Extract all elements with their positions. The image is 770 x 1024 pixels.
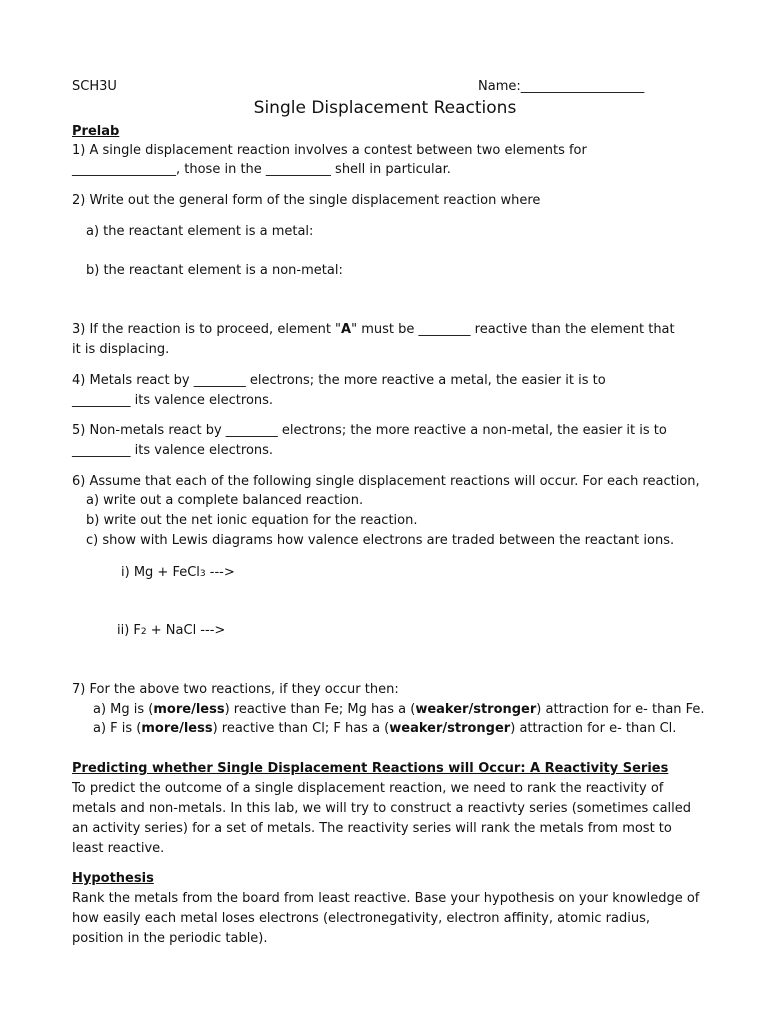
- q7b-text-1: a) F is (: [93, 721, 142, 736]
- question-5-line-2: _________ its valence electrons.: [72, 443, 274, 458]
- course-code: SCH3U: [72, 79, 117, 94]
- question-3-text-b: " must be ________ reactive than the element that: [351, 322, 675, 337]
- reaction-ii-rest: + NaCl --->: [146, 623, 226, 638]
- question-7: 7) For the above two reactions, if they occur then:: [72, 682, 399, 697]
- question-1-line-2: ________________, those in the __________ shell in particular.: [72, 162, 451, 177]
- hypothesis-heading: Hypothesis: [72, 871, 154, 886]
- reactivity-line-4: least reactive.: [72, 841, 165, 856]
- hypothesis-line-1: Rank the metals from the board from least reactive. Base your hypothesis on your knowledge of: [72, 891, 700, 906]
- q7b-choice-2: weaker/stronger: [389, 721, 511, 736]
- q7b-text-3: ) attraction for e- than Cl.: [510, 721, 677, 736]
- element-a-label: A: [341, 322, 352, 337]
- q7b-text-2: ) reactive than Cl; F has a (: [212, 721, 390, 736]
- q7a-text-2: ) reactive than Fe; Mg has a (: [224, 702, 416, 717]
- name-field-label: Name:___________________: [478, 79, 645, 94]
- question-7b: [93, 719, 676, 738]
- q7a-text-1: a) Mg is (: [93, 702, 154, 717]
- reactivity-line-1: To predict the outcome of a single displacement reaction, we need to rank the reactivity of: [72, 781, 664, 796]
- reactivity-line-3: an activity series) for a set of metals. The reactivity series will rank the metals from most to: [72, 821, 672, 836]
- question-5-line-1: 5) Non-metals react by ________ electrons; the more reactive a non-metal, the easier it is to: [72, 423, 667, 438]
- q7a-text-3: ) attraction for e- than Fe.: [536, 702, 705, 717]
- question-6c: c) show with Lewis diagrams how valence electrons are traded between the reactant ions.: [86, 533, 675, 548]
- reaction-ii: [117, 621, 225, 642]
- hypothesis-line-3: position in the periodic table).: [72, 931, 268, 946]
- question-4-line-2: _________ its valence electrons.: [72, 393, 274, 408]
- page-title: Single Displacement Reactions: [253, 98, 517, 118]
- question-6a: a) write out a complete balanced reaction.: [86, 493, 364, 508]
- question-3-line-1: [72, 320, 675, 339]
- prelab-heading: Prelab: [72, 124, 120, 139]
- reaction-ii-reactant-a: ii) F: [117, 623, 141, 638]
- reaction-i-arrow: --->: [205, 565, 235, 580]
- reaction-i-reactants: i) Mg + FeCl: [121, 565, 200, 580]
- reaction-ii-subscript: 2: [140, 627, 147, 637]
- hypothesis-line-2: how easily each metal loses electrons (electronegativity, electron affinity, atomic radius,: [72, 911, 650, 926]
- question-2: 2) Write out the general form of the single displacement reaction where: [72, 193, 541, 208]
- question-1-line-1: 1) A single displacement reaction involves a contest between two elements for: [72, 143, 587, 158]
- question-3-line-2: it is displacing.: [72, 342, 170, 357]
- reactivity-heading: Predicting whether Single Displacement Reactions will Occur: A Reactivity Series: [72, 761, 669, 776]
- question-7a: [93, 700, 705, 719]
- question-6-line-1: 6) Assume that each of the following single displacement reactions will occur. For each reaction,: [72, 474, 700, 489]
- q7b-choice-1: more/less: [141, 721, 213, 736]
- q7a-choice-1: more/less: [153, 702, 225, 717]
- reaction-i-subscript: 3: [199, 569, 206, 579]
- reactivity-line-2: metals and non-metals. In this lab, we will try to construct a reactivty series (sometimes called: [72, 801, 692, 816]
- question-4-line-1: 4) Metals react by ________ electrons; the more reactive a metal, the easier it is to: [72, 373, 606, 388]
- reaction-i: [121, 563, 235, 584]
- question-2b: b) the reactant element is a non-metal:: [86, 263, 343, 278]
- question-2a: a) the reactant element is a metal:: [86, 224, 314, 239]
- question-6b: b) write out the net ionic equation for the reaction.: [86, 513, 418, 528]
- q7a-choice-2: weaker/stronger: [415, 702, 537, 717]
- question-3-text-a: 3) If the reaction is to proceed, element ": [72, 322, 342, 337]
